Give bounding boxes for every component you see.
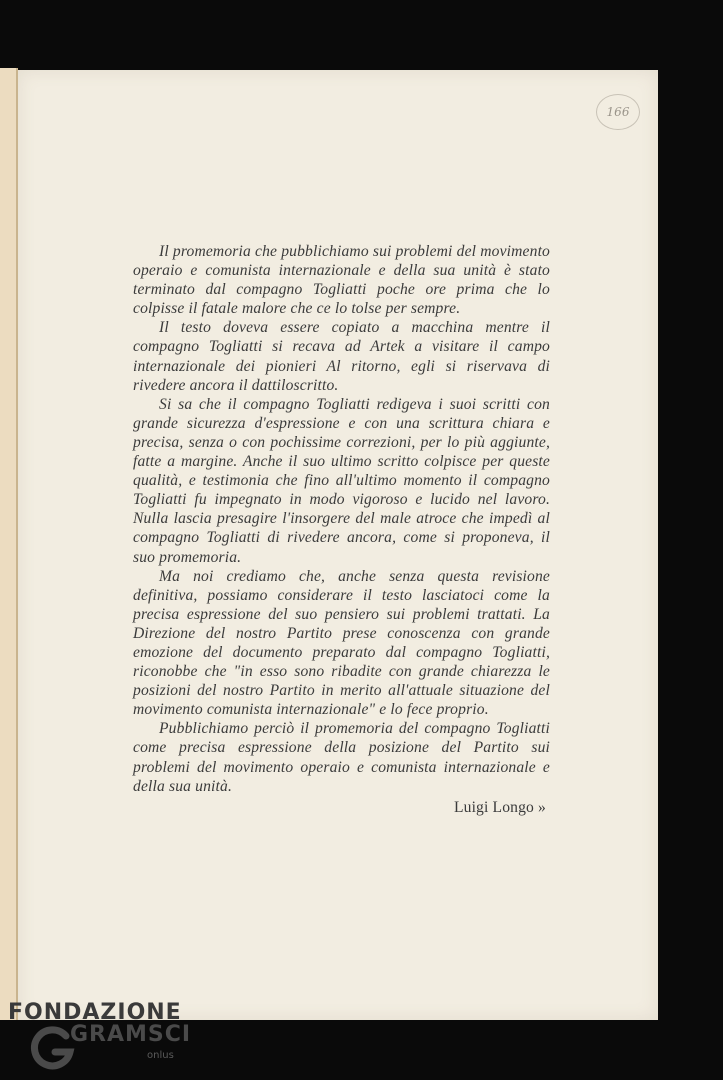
paragraph-5: Pubblichiamo perciò il promemoria del compagno Togliatti come precisa espressione della posizione del Partito sui problemi del movimento operaio e comunista internazionale e della sua unità. [133,720,550,795]
signature: Luigi Longo » [453,798,546,816]
watermark-logo [0,1000,200,1080]
watermark-line-2: GRAMSCI [70,1022,192,1047]
paragraph-2: Il testo doveva essere copiato a macchina mentre il compagno Togliatti si recava ad Artek a visitare il campo internazionale dei pionieri Al ritorno, egli si riservava di rivedere ancora il dattiloscritto. [133,319,550,394]
document-page [18,70,658,1020]
paragraph-3: Si sa che il compagno Togliatti redigeva i suoi scritti con grande sicurezza d'espressione e con una scrittura chiara e precisa, senza o con pochissime correzioni, per lo più aggiunte, fatte a margine. Anche il suo ultimo scritto colpisce per queste qualità, e testimonia che fino all'ultimo momento il compagno Togliatti fu impegnato in modo vigoroso e lucido nel lavoro. Nulla lascia presagire l'insorgere del male atroce che impedì al compagno Togliatti di rivedere ancora, come si proponeva, il suo promemoria. [133,395,550,566]
watermark-line-3: onlus [147,1050,174,1061]
document-text [133,242,550,817]
facing-page-edge [0,68,18,1020]
paragraph-1: Il promemoria che pubblichiamo sui problemi del movimento operaio e comunista internazionale e della sua unità è stato terminato dal compagno Togliatti poche ore prima che lo colpisse il fatale malore che ce lo tolse per sempre. [133,243,550,318]
watermark-line-1: FONDAZIONE [8,1000,182,1025]
paragraph-4: Ma noi crediamo che, anche senza questa revisione definitiva, possiamo considerare il testo lasciatoci come la precisa espressione del suo pensiero sui problemi trattati. La Direzione del nostro Partito prese conoscenza con grande emozione del documento preparato dal compagno Togliatti, riconobbe che "in esso sono ribadite con grande chiarezza le posizioni del nostro Partito in merito all'attuale situazione del movimento comunista internazionale" e lo fece proprio. [133,567,550,719]
page-number-stamp: 166 [596,94,640,130]
